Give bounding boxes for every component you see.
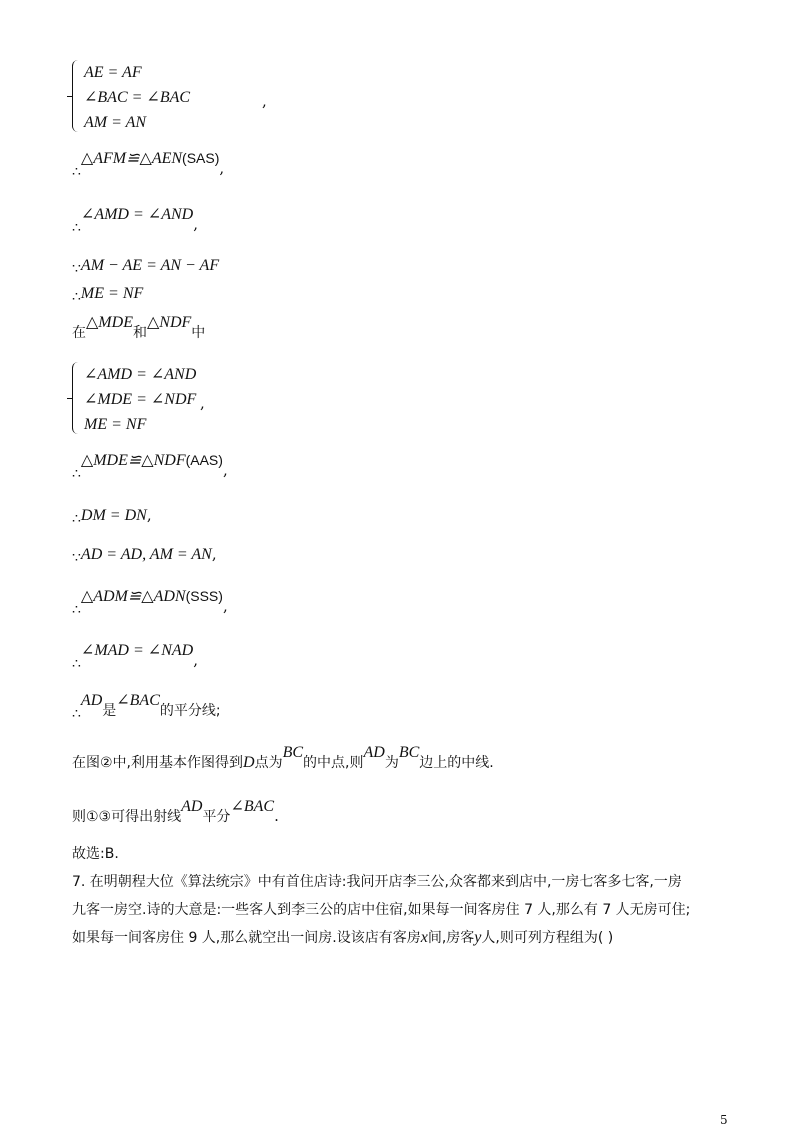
segment-label: BC bbox=[282, 744, 304, 761]
text: 的中点,则 bbox=[303, 755, 364, 771]
segment-label: AD bbox=[181, 798, 203, 815]
proof-line bbox=[72, 692, 221, 722]
system-row: ∠MDE = ∠NDF bbox=[84, 391, 197, 408]
congruence-expression: △ADM≌△ADN bbox=[80, 588, 186, 605]
text: 间,房客 bbox=[427, 930, 475, 946]
reason: (SAS) bbox=[182, 150, 220, 166]
comma: , bbox=[200, 394, 205, 412]
therefore-symbol: ∴ bbox=[72, 289, 81, 305]
comma: , bbox=[219, 159, 225, 177]
angle-label: ∠BAC bbox=[230, 798, 275, 815]
system-row: ∠AMD = ∠AND bbox=[84, 366, 197, 383]
text: 和 bbox=[132, 325, 147, 341]
text: 在图②中,利用基本作图得到 bbox=[72, 755, 244, 771]
triangle-label: △NDF bbox=[146, 314, 192, 331]
text: 点为 bbox=[254, 755, 283, 771]
proof-line bbox=[72, 150, 225, 180]
angle-equation: ∠MAD = ∠NAD bbox=[80, 642, 194, 659]
proof-line bbox=[72, 206, 198, 236]
equation: AD = AD, AM = AN bbox=[80, 546, 212, 563]
angle-equation: ∠AMD = ∠AND bbox=[80, 206, 194, 223]
question-7 bbox=[72, 868, 742, 952]
congruence-expression: △MDE≌△NDF bbox=[80, 452, 186, 469]
proof-line bbox=[72, 744, 494, 772]
therefore-symbol: ∴ bbox=[72, 220, 81, 236]
proof-line bbox=[72, 506, 152, 527]
comma: , bbox=[193, 651, 198, 669]
reason: (SSS) bbox=[185, 588, 223, 604]
text: 则①③可得出射线 bbox=[72, 809, 182, 825]
text: 平分 bbox=[202, 809, 231, 825]
proof-line bbox=[72, 798, 279, 826]
question-line: 九客一房空.诗的大意是:一些客人到李三公的店中住宿,如果每一间客房住 7 人,那么有 7 人无房可住; bbox=[72, 902, 691, 918]
therefore-symbol: ∴ bbox=[72, 164, 81, 180]
angle-label: ∠BAC bbox=[116, 692, 160, 709]
question-line bbox=[72, 924, 742, 952]
variable-x: x bbox=[420, 929, 428, 946]
comma: , bbox=[262, 92, 267, 110]
text: 人,则可列方程组为( ) bbox=[481, 930, 614, 946]
text: 边上的中线. bbox=[419, 755, 494, 771]
therefore-symbol: ∴ bbox=[72, 602, 81, 618]
answer-line: 故选:B. bbox=[72, 846, 119, 862]
segment-label: AD bbox=[80, 692, 103, 709]
point-label: D bbox=[243, 754, 255, 771]
segment-label: BC bbox=[398, 744, 420, 761]
reason: (AAS) bbox=[185, 452, 223, 468]
equation-system-1 bbox=[72, 60, 272, 138]
comma: , bbox=[222, 461, 228, 479]
text: 是 bbox=[102, 703, 117, 719]
proof-line bbox=[72, 588, 228, 618]
text: 如果每一间客房住 9 人,那么就空出一间房.设该店有客房 bbox=[72, 930, 421, 946]
text: 为 bbox=[384, 755, 399, 771]
text: 中 bbox=[191, 325, 206, 341]
proof-line bbox=[72, 642, 198, 672]
therefore-symbol: ∴ bbox=[72, 706, 81, 722]
proof-line bbox=[72, 452, 228, 482]
proof-line bbox=[72, 284, 143, 305]
congruence-expression: △AFM≌△AEN bbox=[80, 150, 183, 167]
equation: ME = NF bbox=[80, 285, 144, 302]
left-brace bbox=[72, 60, 81, 132]
equation-system-2 bbox=[72, 362, 272, 440]
triangle-label: △MDE bbox=[86, 314, 133, 331]
comma: , bbox=[193, 215, 198, 233]
therefore-symbol: ∴ bbox=[72, 511, 81, 527]
system-row: ME = NF bbox=[84, 416, 147, 433]
system-row: AE = AF bbox=[84, 64, 142, 81]
text: . bbox=[274, 807, 279, 825]
comma: , bbox=[211, 545, 217, 563]
segment-label: AD bbox=[363, 744, 385, 761]
page-number: 5 bbox=[720, 1113, 728, 1127]
because-symbol: ∵ bbox=[72, 261, 81, 277]
text: 在 bbox=[72, 325, 86, 341]
text: 的平分线; bbox=[159, 703, 221, 719]
system-row: ∠BAC = ∠BAC bbox=[84, 89, 191, 106]
comma: , bbox=[146, 506, 152, 524]
therefore-symbol: ∴ bbox=[72, 466, 81, 482]
equation: AM − AE = AN − AF bbox=[80, 257, 220, 274]
proof-line bbox=[72, 256, 219, 277]
system-row: AM = AN bbox=[84, 114, 147, 131]
because-symbol: ∵ bbox=[72, 550, 81, 566]
question-line: 7. 在明朝程大位《算法统宗》中有首住店诗:我问开店李三公,众客都来到店中,一房七客多七客,一房 bbox=[72, 874, 682, 890]
comma: , bbox=[222, 597, 228, 615]
variable-y: y bbox=[474, 929, 482, 946]
left-brace bbox=[72, 362, 81, 434]
equation: DM = DN bbox=[80, 507, 147, 524]
proof-line bbox=[72, 314, 206, 342]
therefore-symbol: ∴ bbox=[72, 656, 81, 672]
proof-line bbox=[72, 545, 217, 566]
